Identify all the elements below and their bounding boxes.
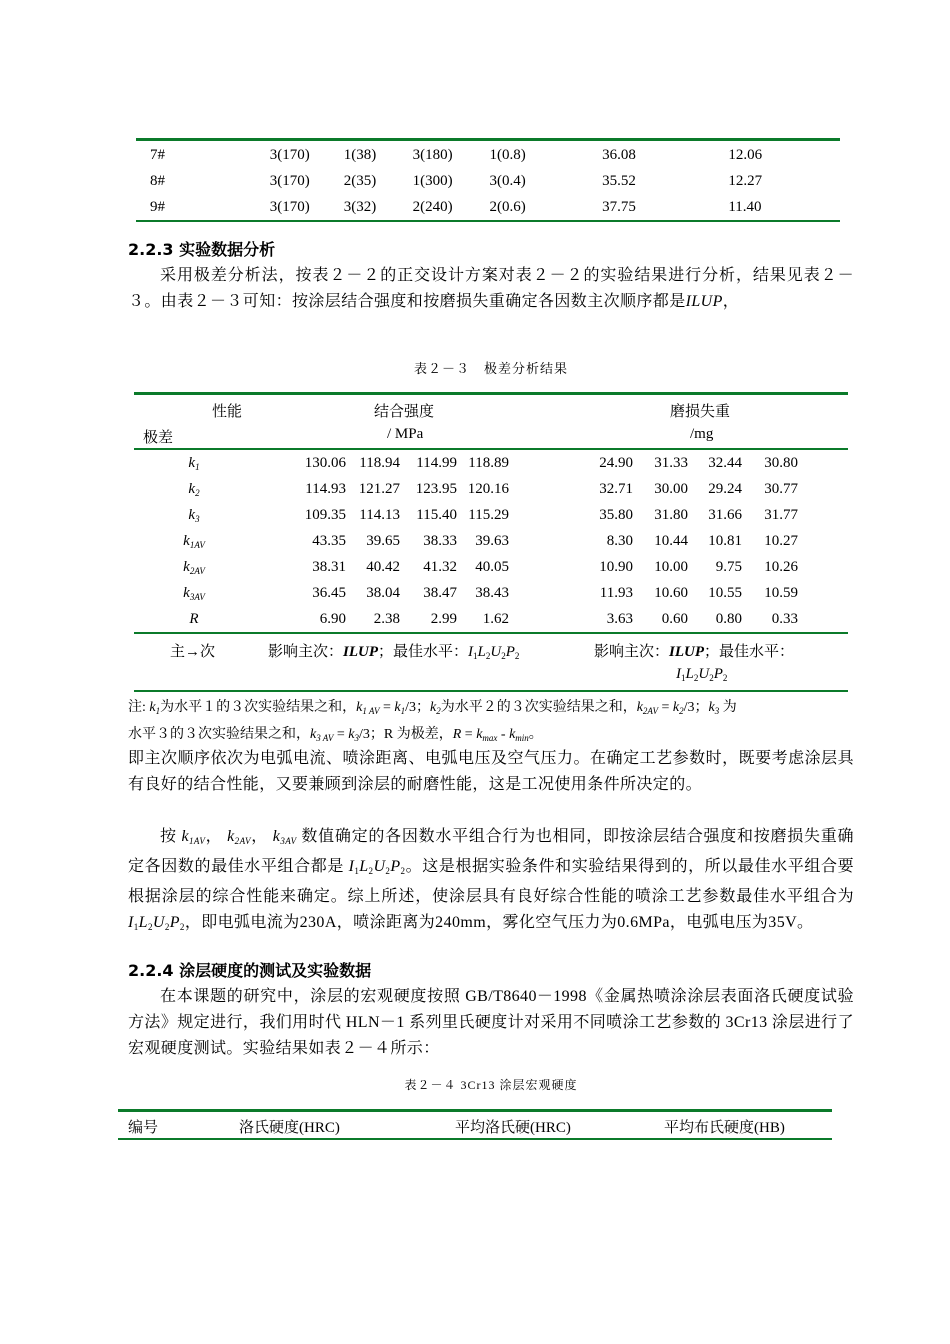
table23-wear-cell: 3.63 [606, 610, 633, 627]
table23-wear-cell: 10.90 [599, 558, 633, 575]
table22-cell: 3(170) [269, 146, 310, 163]
table23-wear-cell: 0.80 [715, 610, 742, 627]
table22-cell: 36.08 [602, 146, 636, 163]
table23-wear-cell: 32.71 [599, 480, 633, 497]
table22-cell: 2(0.6) [489, 198, 526, 215]
table22-cell: 2(240) [412, 198, 453, 215]
table23-spacer [798, 476, 848, 502]
table23-bond-cell: 114.13 [359, 506, 400, 523]
table23-bond-cell: 118.94 [359, 454, 400, 471]
table23-spacer [798, 528, 848, 554]
table22-bottom-rule [136, 220, 840, 222]
table23-bond-cell: 38.43 [475, 584, 509, 601]
table23-row [134, 554, 848, 580]
table23-wear-cell: 10.59 [764, 584, 798, 601]
table23-bond-cell: 1.62 [482, 610, 509, 627]
table23-wear-cell: 30.00 [654, 480, 688, 497]
table23-wear-cell: 10.26 [764, 558, 798, 575]
table23-bond-cell: 114.99 [416, 454, 457, 471]
table23-wear-cell: 31.66 [708, 506, 742, 523]
table22-cell: 2(35) [343, 172, 377, 189]
table23-bond-cell: 38.04 [366, 584, 400, 601]
table22-cell: 3(170) [269, 172, 310, 189]
table23-wear-cell: 10.60 [654, 584, 688, 601]
table23-bond-cell: 39.63 [475, 532, 509, 549]
table23-wear-cell: 10.55 [708, 584, 742, 601]
table23-spacer [798, 450, 848, 476]
table23-top-rule [134, 392, 848, 395]
table23-wear-cell: 10.44 [654, 532, 688, 549]
table23-bond-cell: 40.05 [475, 558, 509, 575]
table23-bond-cell: 6.90 [319, 610, 346, 627]
paragraph-a: 即主次顺序依次为电弧电流、喷涂距离、电弧电压及空气压力。在确定工艺参数时，既要考虑涂层具有良好的结合性能，又要兼顾到涂层的耐磨性能，这是工况使用条件所决定的。 [128, 750, 854, 793]
table23-wear-cell: 30.80 [764, 454, 798, 471]
table23-row [134, 580, 848, 606]
table23-row-label: $k_2$ [188, 480, 200, 498]
table24-col-id: 编号 [128, 1120, 159, 1136]
table23-wear-cell: 24.90 [599, 454, 633, 471]
table23-spacer [798, 606, 848, 632]
table23-bond-cell: 38.31 [312, 558, 346, 575]
order-wear-2: $I_1L_2U_2P_2$ [676, 666, 728, 683]
table23-bond-cell: 41.32 [423, 558, 457, 575]
table22-cell: 35.52 [602, 172, 636, 189]
table23-row [134, 450, 848, 476]
table23-bond-cell: 36.45 [312, 584, 346, 601]
table23-bond-cell: 123.95 [415, 480, 457, 497]
table23-bond-cell: 130.06 [304, 454, 346, 471]
table23-wear-cell: 31.80 [654, 506, 688, 523]
table22-cell: 1(0.8) [489, 146, 526, 163]
table22-cell: 11.40 [728, 198, 762, 215]
table22 [136, 142, 840, 220]
table23-wear-cell: 9.75 [715, 558, 742, 575]
note-line2: 水平３的３次实验结果之和，$k_{3 AV} = k_3/3$；R 为极差，$R = k_{max} - k_{min}$。 [128, 727, 543, 743]
table23-bond-cell: 38.47 [423, 584, 457, 601]
section-223-tail: ， [722, 293, 740, 310]
table23-wear-cell: 10.81 [708, 532, 742, 549]
table23-row-label: $k_{2AV}$ [183, 558, 205, 576]
table24-col-hrc: 洛氏硬度(HRC) [239, 1120, 340, 1136]
table23-head-wear-unit: /mg [690, 426, 714, 442]
table24-col-avg-hb: 平均布氏硬度(HB) [664, 1120, 785, 1136]
table22-cell: 9# [150, 198, 165, 215]
table22-cell: 3(170) [269, 198, 310, 215]
table23-wear-cell: 0.60 [661, 610, 688, 627]
table23-bond-cell: 109.35 [304, 506, 346, 523]
table23-wear-cell: 35.80 [599, 506, 633, 523]
order-label: 主→次 [170, 644, 216, 660]
table23-bottom-rule [134, 690, 848, 692]
table23-row [134, 476, 848, 502]
table23-bond-cell: 114.93 [305, 480, 346, 497]
table23-bond-cell: 115.40 [416, 506, 457, 523]
table23-bond-cell: 38.33 [423, 532, 457, 549]
table22-cell: 7# [150, 146, 165, 163]
table23-wear-cell: 32.44 [708, 454, 742, 471]
table23-wear-cell: 11.93 [599, 584, 633, 601]
table24-top-rule [118, 1109, 832, 1112]
note-line1: 注: $k_1$为水平１的３次实验结果之和，$k_{1 AV} = k_1/3$；$k_2$为水平２的３次实验结果之和，$k_{2AV} = k_2/3$；$k_3$ 为 [128, 700, 737, 716]
table23-wear-cell: 31.33 [654, 454, 688, 471]
table23-wear-cell: 0.33 [771, 610, 798, 627]
table23-bond-cell: 2.38 [373, 610, 400, 627]
table23-head-bond-unit: / MPa [387, 426, 424, 442]
table23-head-range: 极差 [143, 430, 174, 446]
table23-row-label: $k_{3AV}$ [183, 584, 205, 602]
table22-cell: 12.06 [728, 146, 763, 163]
table22-cell: 37.75 [602, 198, 636, 215]
table22-row [136, 142, 840, 168]
table22-cell: 12.27 [728, 172, 763, 189]
table23-note [128, 696, 854, 750]
table23-row [134, 502, 848, 528]
table23-wear-cell: 31.77 [764, 506, 798, 523]
table24-header [118, 1116, 832, 1140]
table23-row-label: $k_1$ [188, 454, 200, 472]
table23-row [134, 606, 848, 632]
table22-cell: 1(300) [412, 172, 453, 189]
table22-cell: 3(180) [412, 146, 453, 163]
section-heading-223: 2.2.3 实验数据分析 [128, 240, 276, 259]
table23-bond-cell: 120.16 [467, 480, 509, 497]
table22-top-rule [136, 138, 840, 141]
section-223-text: 采用极差分析法，按表２－２的正交设计方案对表２－２的实验结果进行分析，结果见表２－３。由表２－３可知：按涂层结合强度和按磨损失重确定各因数主次顺序都是 [128, 267, 854, 310]
table23-bond-cell: 2.99 [430, 610, 457, 627]
table23-caption: 表２－３ 极差分析结果 [413, 361, 568, 376]
table22-row [136, 194, 840, 220]
table23-head-wear: 磨损失重 [670, 404, 731, 420]
table23-row-label: $k_3$ [188, 506, 200, 524]
table22-cell: 3(0.4) [489, 172, 526, 189]
order-bond: 影响主次：ILUP；最佳水平：$I_1L_2U_2P_2$ [268, 644, 520, 661]
table24-col-avg-hrc: 平均洛氏硬(HRC) [455, 1120, 571, 1136]
table22-row [136, 168, 840, 194]
table23-row-label: $k_{1AV}$ [183, 532, 205, 550]
table24-caption: 表２－４ 3Cr13 涂层宏观硬度 [404, 1078, 578, 1092]
table22-cell: 8# [150, 172, 165, 189]
table23-bond-cell: 39.65 [366, 532, 400, 549]
table23-bond-cell: 43.35 [312, 532, 346, 549]
section-heading-224: 2.2.4 涂层硬度的测试及实验数据 [128, 961, 372, 980]
table23-mid-rule [134, 632, 848, 634]
table23-wear-cell: 30.77 [764, 480, 798, 497]
table23-spacer [798, 580, 848, 606]
table23-bond-cell: 118.89 [468, 454, 509, 471]
table23-row [134, 528, 848, 554]
factor-order: ILUP [685, 293, 723, 310]
table23-wear-cell: 29.24 [708, 480, 742, 497]
table22-cell: 3(32) [343, 198, 377, 215]
order-wear-1: 影响主次：ILUP；最佳水平： [594, 644, 795, 660]
table22-cell: 1(38) [343, 146, 377, 163]
table23-wear-cell: 10.00 [654, 558, 688, 575]
table23 [134, 450, 848, 632]
paragraph-b: 按 $k_{1AV}$， $k_{2AV}$， $k_{3AV}$ 数值确定的各因数水平组合行为也相同，即按涂层结合强度和按磨损失重确定各因数的最佳水平组合都是 $I_1L_2U_2P_2$。这是根据实验条件和实验结果得到的，所以最佳水平组合要根据涂层的综合性能来确定。综上所述，使涂层具有良好综合性能的喷涂工艺参数最佳水平组合为 $I_1L_2U_2P_2$，即电弧电流为230A，喷涂距离为240mm，雾化空气压力为0.6MPa，电弧电压为35V。 [128, 828, 854, 932]
table23-row-label: R [189, 610, 199, 627]
table23-wear-cell: 10.27 [764, 532, 798, 549]
table23-head-bond: 结合强度 [374, 404, 435, 420]
table23-head-perf: 性能 [212, 404, 243, 420]
table23-spacer [798, 554, 848, 580]
section-223-paragraph [128, 263, 854, 315]
table24-head-rule [118, 1138, 832, 1140]
section-224-paragraph: 在本课题的研究中，涂层的宏观硬度按照 GB/T8640－1998《金属热喷涂涂层表面洛氏硬度试验方法》规定进行，我们用时代 HLN－1 系列里氏硬度计对采用不同喷涂工艺参数的 3Cr13 涂层进行了宏观硬度测试。实验结果如表２－４所示： [128, 988, 854, 1057]
table23-bond-cell: 40.42 [366, 558, 400, 575]
table23-spacer [798, 502, 848, 528]
table23-bond-cell: 115.29 [468, 506, 509, 523]
table23-wear-cell: 8.30 [606, 532, 633, 549]
table23-bond-cell: 121.27 [358, 480, 400, 497]
